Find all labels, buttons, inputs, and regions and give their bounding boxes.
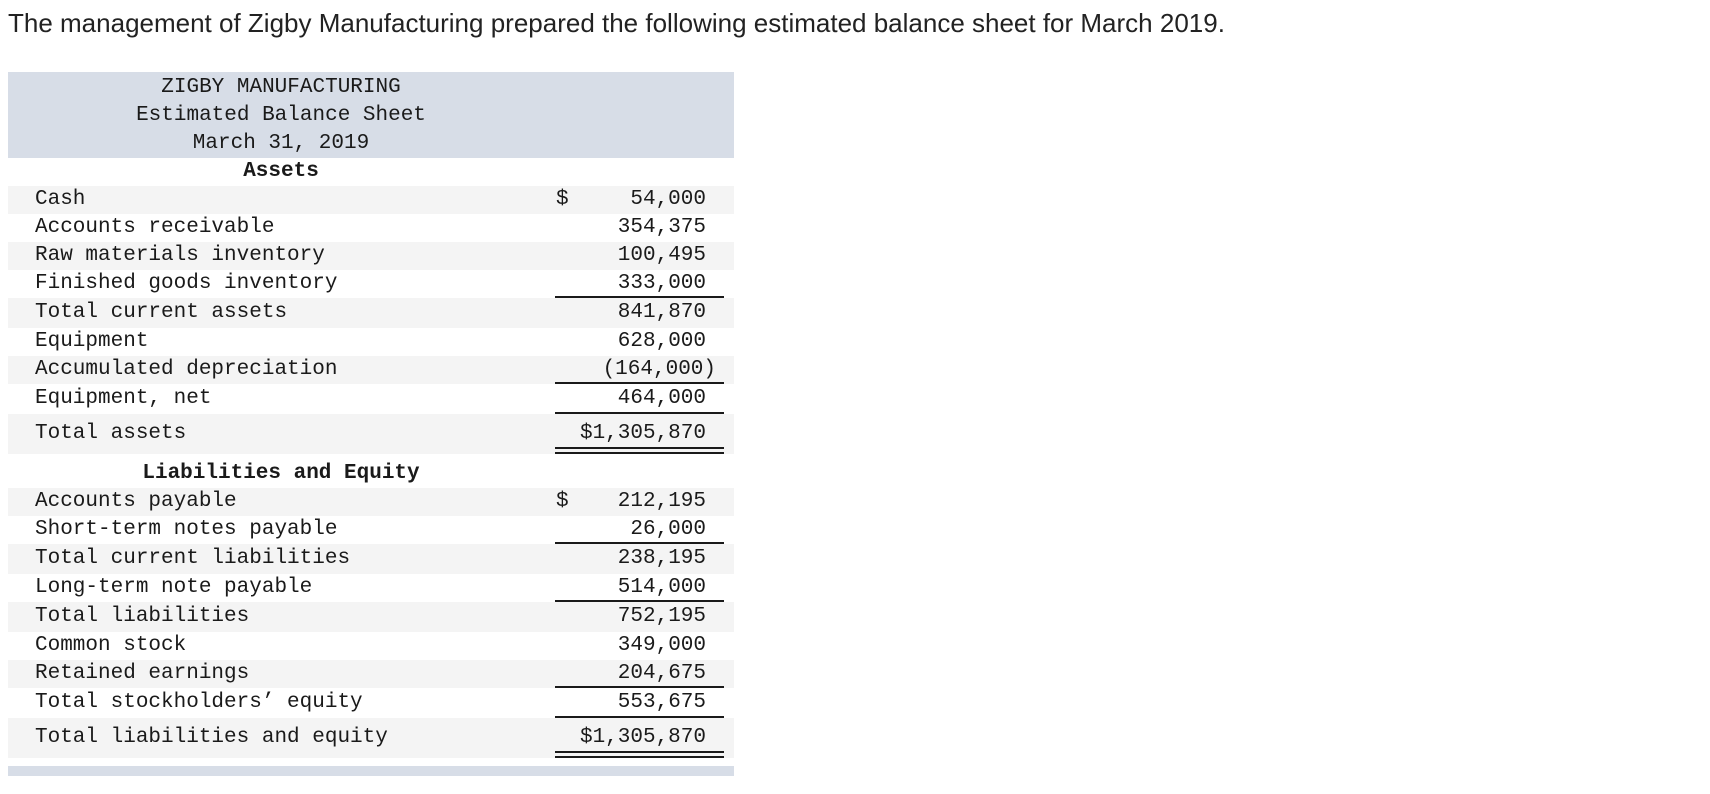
company-name: ZIGBY MANUFACTURING: [161, 76, 401, 99]
row-label: Equipment, net: [35, 387, 212, 410]
row-total-liabilities: [8, 602, 734, 632]
row-label: Cash: [35, 188, 86, 211]
row-label: Accounts payable: [35, 490, 237, 513]
row-label: Raw materials inventory: [35, 244, 325, 267]
row-label: Finished goods inventory: [35, 272, 338, 295]
row-amount: 349,000: [617, 634, 706, 657]
row-label: Total liabilities and equity: [35, 726, 388, 749]
row-amount: 204,675: [617, 662, 706, 685]
row-amount: 752,195: [617, 605, 706, 628]
row-label: Long-term note payable: [35, 576, 313, 599]
row-amount: 100,495: [617, 244, 706, 267]
row-label: Total current liabilities: [35, 547, 351, 570]
assets-heading: Assets: [8, 158, 734, 186]
row-amount: 238,195: [617, 547, 706, 570]
row-label: Common stock: [35, 634, 187, 657]
row-raw-materials-inventory: [8, 242, 734, 270]
row-total-assets: [8, 414, 734, 454]
dollar-sign: $: [556, 490, 569, 513]
row-accounts-receivable: [8, 214, 734, 242]
row-label: Retained earnings: [35, 662, 250, 685]
row-amount: 464,000: [617, 387, 706, 410]
row-amount: $1,305,870: [579, 422, 706, 445]
row-accounts-payable: [8, 488, 734, 516]
row-amount: $1,305,870: [579, 726, 706, 749]
row-amount: 514,000: [617, 576, 706, 599]
row-finished-goods-inventory: [8, 270, 734, 298]
table-footer-bar: [8, 766, 734, 776]
row-equipment: [8, 328, 734, 356]
balance-sheet-table: [8, 72, 734, 776]
row-amount: 212,195: [617, 490, 706, 513]
row-label: Total current assets: [35, 301, 288, 324]
intro-text: The management of Zigby Manufacturing prepared the following estimated balance sheet for March 2019.: [8, 8, 1225, 38]
row-total-liabilities-and-equity: [8, 718, 734, 758]
row-common-stock: [8, 632, 734, 660]
row-label: Accounts receivable: [35, 216, 275, 239]
row-total-current-liabilities: [8, 544, 734, 574]
row-amount: (164,000): [602, 358, 716, 381]
row-accumulated-depreciation: [8, 356, 734, 384]
row-long-term-note-payable: [8, 574, 734, 602]
row-retained-earnings: [8, 660, 734, 688]
row-equipment-net: [8, 384, 734, 414]
row-amount: 628,000: [617, 330, 706, 353]
row-label: Equipment: [35, 330, 149, 353]
row-amount: 841,870: [617, 301, 706, 324]
row-amount: 354,375: [617, 216, 706, 239]
row-label: Accumulated depreciation: [35, 358, 338, 381]
row-amount: 26,000: [630, 518, 706, 541]
row-label: Total liabilities: [35, 605, 250, 628]
row-short-term-notes-payable: [8, 516, 734, 544]
statement-header: [8, 72, 734, 158]
row-total-stockholders-equity: [8, 688, 734, 718]
row-amount: 553,675: [617, 691, 706, 714]
row-amount: 54,000: [630, 188, 706, 211]
row-total-current-assets: [8, 298, 734, 328]
double-underline: [555, 447, 724, 454]
row-label: Short-term notes payable: [35, 518, 338, 541]
double-underline: [555, 751, 724, 758]
row-cash: [8, 186, 734, 214]
liabilities-equity-heading: Liabilities and Equity: [8, 460, 734, 488]
statement-title: Estimated Balance Sheet: [136, 104, 426, 127]
statement-date: March 31, 2019: [192, 132, 370, 155]
dollar-sign: $: [556, 188, 569, 211]
row-label: Total assets: [35, 422, 187, 445]
row-amount: 333,000: [617, 272, 706, 295]
row-label: Total stockholders’ equity: [35, 691, 363, 714]
